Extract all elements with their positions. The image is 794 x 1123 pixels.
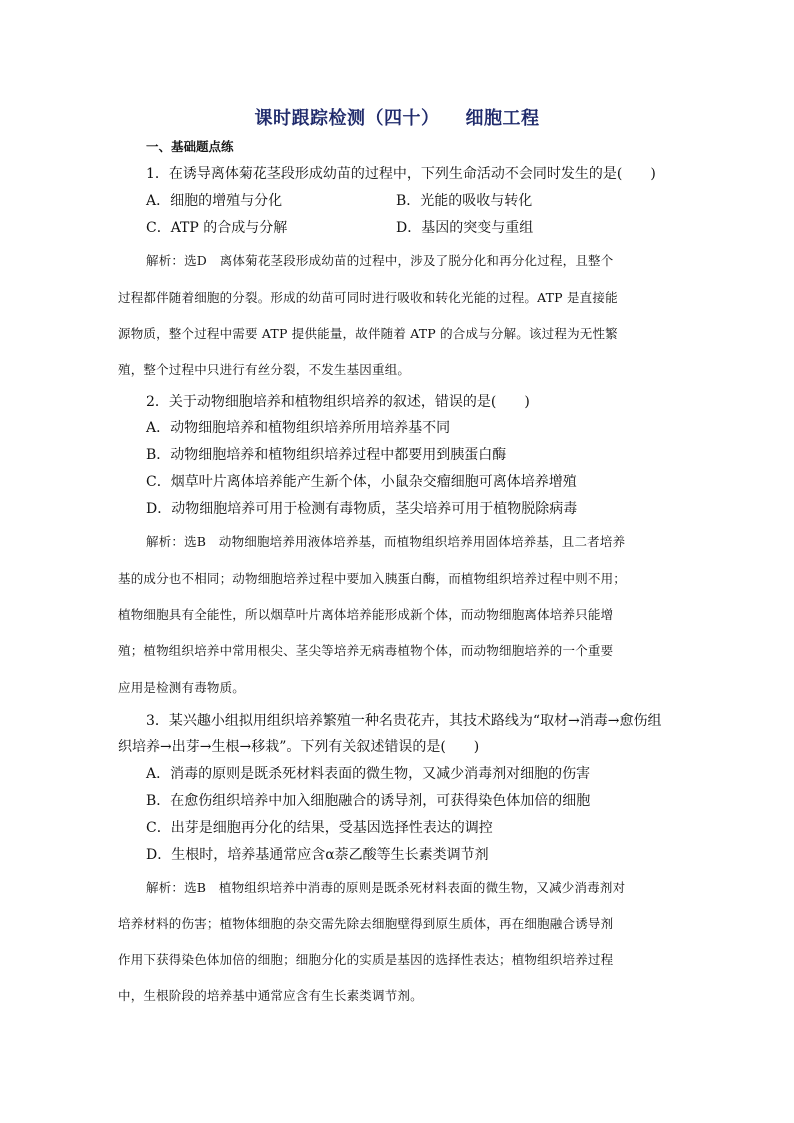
question-2-stem: 2．关于动物细胞培养和植物组织培养的叙述，错误的是( ) (146, 394, 530, 410)
section-heading: 一、基础题点练 (146, 139, 234, 154)
question-2-analysis-line: 植物细胞具有全能性，所以烟草叶片离体培养能形成新个体，而动物细胞离体培养只能增 (118, 607, 614, 622)
question-1-analysis-line: 源物质，整个过程中需要 ATP 提供能量，故伴随着 ATP 的合成与分解。该过程为无性繁 (118, 326, 618, 341)
question-1-analysis-line: 解析：选D 离体菊花茎段形成幼苗的过程中，涉及了脱分化和再分化过程，且整个 (146, 253, 614, 268)
question-1-option-d: D．基因的突变与重组 (396, 220, 534, 236)
title-main: 课时跟踪检测（四十） (254, 108, 440, 129)
question-3-analysis-line: 培养材料的伤害；植物体细胞的杂交需先除去细胞壁得到原生质体，再在细胞融合诱导剂 (118, 916, 614, 931)
question-2-analysis-line: 应用是检测有毒物质。 (118, 680, 246, 695)
question-1-option-a: A．细胞的增殖与分化 (146, 193, 283, 209)
question-3-option-a: A．消毒的原则是既杀死材料表面的微生物，又减少消毒剂对细胞的伤害 (146, 766, 591, 782)
question-2-option-d: D．动物细胞培养可用于检测有毒物质，茎尖培养可用于植物脱除病毒 (146, 501, 578, 517)
page-title (0, 104, 794, 130)
question-1-analysis-line: 殖，整个过程中只进行有丝分裂，不发生基因重组。 (118, 362, 411, 377)
question-3-analysis-line: 作用下获得染色体加倍的细胞；细胞分化的实质是基因的选择性表达；植物组织培养过程 (118, 952, 614, 967)
question-2-analysis-line: 解析：选B 动物细胞培养用液体培养基，而植物组织培养用固体培养基，且二者培养 (146, 534, 626, 549)
question-1-option-c: C．ATP 的合成与分解 (146, 220, 288, 236)
question-3-option-b: B．在愈伤组织培养中加入细胞融合的诱导剂，可获得染色体加倍的细胞 (146, 793, 591, 809)
question-3-stem: 织培养→出芽→生根→移栽”。下列有关叙述错误的是( ) (118, 739, 480, 755)
question-3-stem: 3．某兴趣小组拟用组织培养繁殖一种名贵花卉，其技术路线为“取材→消毒→愈伤组 (146, 713, 662, 729)
question-2-analysis-line: 殖；植物组织培养中常用根尖、茎尖等培养无病毒植物个体，而动物细胞培养的一个重要 (118, 643, 614, 658)
question-2-option-c: C．烟草叶片离体培养能产生新个体，小鼠杂交瘤细胞可离体培养增殖 (146, 474, 577, 490)
question-1-stem: 1．在诱导离体菊花茎段形成幼苗的过程中，下列生命活动不会同时发生的是( ) (146, 166, 656, 182)
question-2-option-a: A．动物细胞培养和植物组织培养所用培养基不同 (146, 420, 451, 436)
question-3-analysis-line: 中，生根阶段的培养基中通常应含有生长素类调节剂。 (118, 988, 423, 1003)
question-3-option-d: D．生根时，培养基通常应含α萘乙酸等生长素类调节剂 (146, 847, 489, 863)
question-2-option-b: B．动物细胞培养和植物组织培养过程中都要用到胰蛋白酶 (146, 447, 507, 463)
title-sub: 细胞工程 (465, 108, 540, 129)
question-3-analysis-line: 解析：选B 植物组织培养中消毒的原则是既杀死材料表面的微生物，又减少消毒剂对 (146, 880, 626, 895)
question-1-option-b: B．光能的吸收与转化 (396, 193, 533, 209)
question-3-option-c: C．出芽是细胞再分化的结果，受基因选择性表达的调控 (146, 820, 493, 836)
question-1-analysis-line: 过程都伴随着细胞的分裂。形成的幼苗可同时进行吸收和转化光能的过程。ATP 是直接能 (118, 290, 618, 305)
question-2-analysis-line: 基的成分也不相同；动物细胞培养过程中要加入胰蛋白酶，而植物组织培养过程中则不用； (118, 571, 627, 586)
